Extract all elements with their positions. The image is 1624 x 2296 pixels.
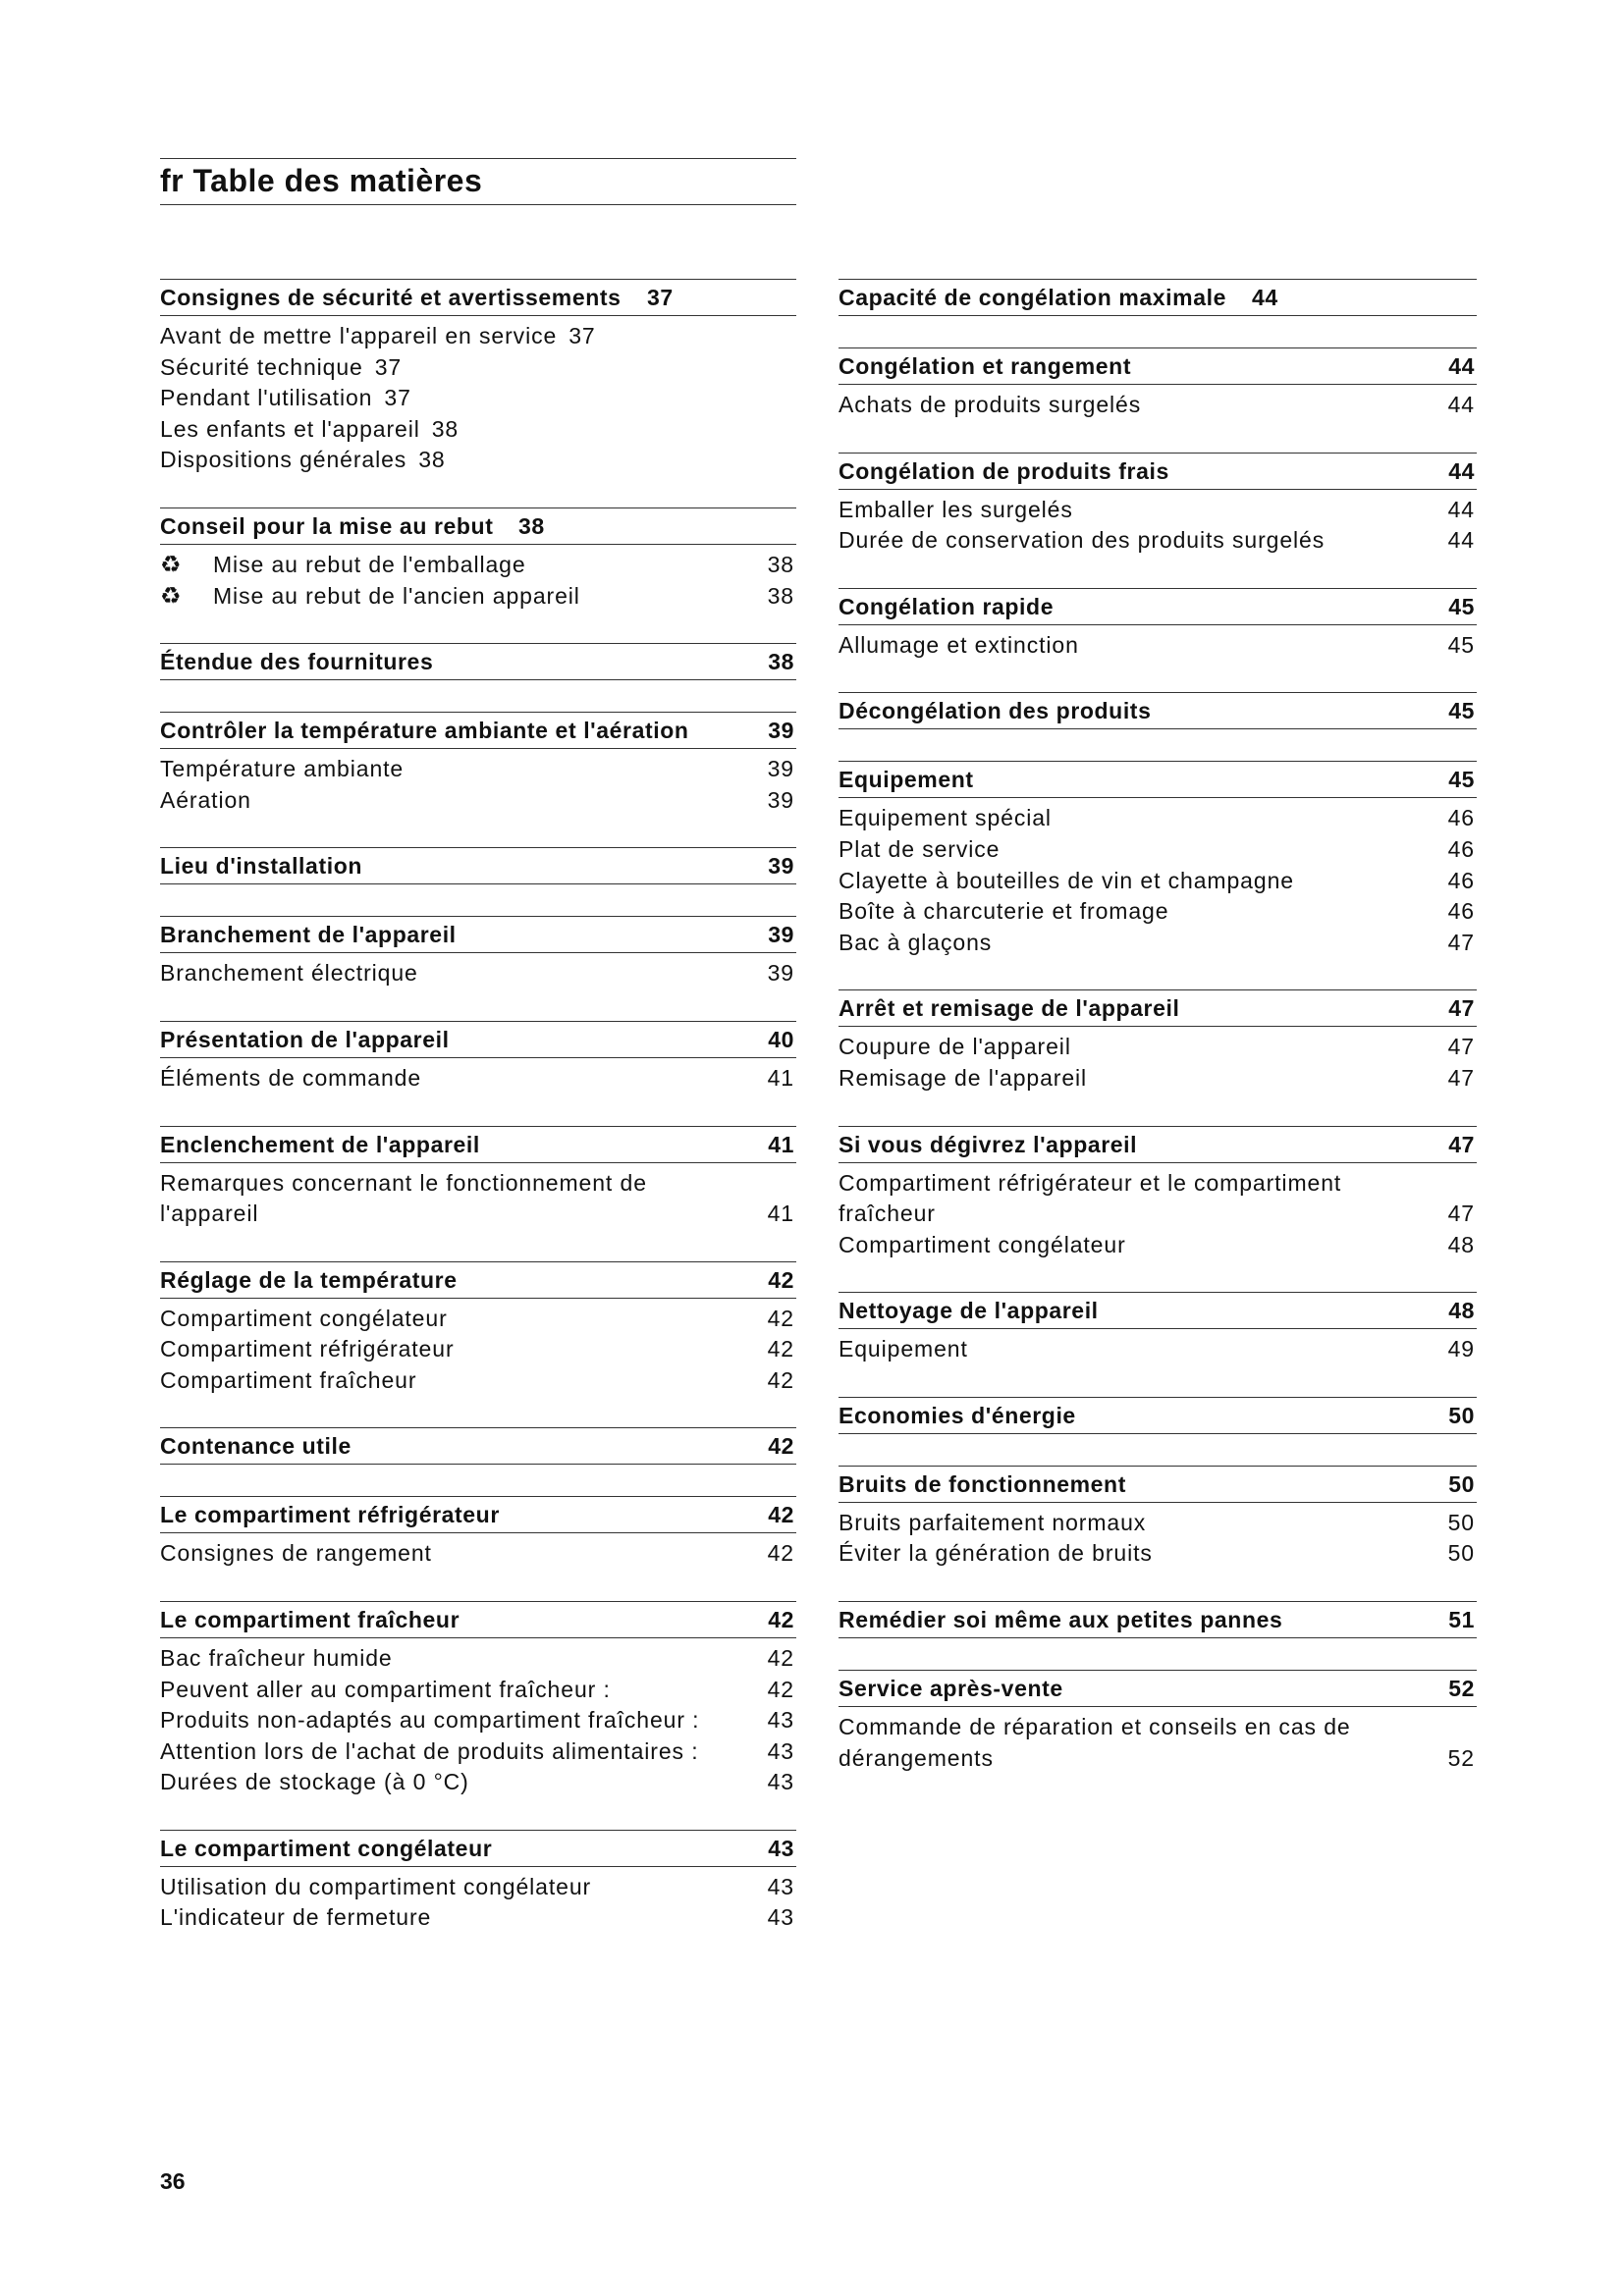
toc-item[interactable] (839, 390, 1477, 421)
toc-item-page: 37 (384, 385, 411, 411)
toc-item-text: Pendant l'utilisation 37 (160, 385, 411, 411)
toc-item[interactable] (160, 785, 796, 817)
toc-section-page: 42 (768, 1502, 794, 1528)
toc-section-heading[interactable] (839, 588, 1477, 625)
toc-item-page: 46 (1447, 867, 1475, 893)
toc-item[interactable] (160, 958, 796, 989)
toc-item-page: 37 (374, 353, 403, 380)
toc-section-page: 41 (768, 1131, 794, 1157)
toc-item-text: Equipement (839, 1336, 968, 1362)
toc-item-list (160, 1299, 796, 1397)
recycle-icon: ♻ (160, 551, 183, 578)
toc-item[interactable] (160, 445, 796, 476)
toc-item[interactable] (160, 352, 796, 384)
toc-item[interactable] (839, 1334, 1477, 1365)
toc-section-heading[interactable] (839, 1466, 1477, 1503)
toc-section (160, 1261, 796, 1397)
toc-section-heading[interactable] (160, 1496, 796, 1533)
toc-section-title: Lieu d'installation (160, 853, 362, 880)
toc-item-list (839, 1707, 1477, 1774)
toc-item-text: Peuvent aller au compartiment fraîcheur : (160, 1676, 611, 1702)
toc-item-list (160, 1638, 796, 1798)
toc-section (160, 916, 796, 989)
toc-item-list (839, 798, 1477, 958)
toc-item[interactable] (839, 495, 1477, 526)
toc-item[interactable] (839, 1508, 1477, 1539)
toc-item-text: Éviter la génération de bruits (839, 1540, 1153, 1567)
toc-item-page: 42 (767, 1366, 794, 1393)
toc-section-heading[interactable] (839, 1292, 1477, 1329)
toc-item-list (839, 625, 1477, 662)
toc-section-heading[interactable] (839, 1126, 1477, 1163)
toc-section-heading[interactable] (160, 916, 796, 953)
toc-section-heading[interactable] (160, 712, 796, 749)
toc-item-text: Bac à glaçons (839, 929, 993, 955)
toc-item-text: Plat de service (839, 835, 1001, 862)
toc-item[interactable] (160, 1902, 796, 1934)
toc-item-list (160, 749, 796, 816)
toc-section-title: Le compartiment congélateur (160, 1835, 493, 1861)
toc-item-page: 47 (1447, 1201, 1475, 1227)
toc-item-list (839, 385, 1477, 421)
toc-section-title: Contenance utile (160, 1433, 352, 1460)
toc-item-page: 47 (1447, 929, 1475, 955)
toc-section-page: 47 (1448, 1131, 1475, 1157)
toc-item-page: 50 (1447, 1540, 1475, 1567)
toc-item-text: Compartiment réfrigérateur (160, 1336, 455, 1362)
toc-item-page: 38 (767, 582, 794, 609)
toc-item-text: Les enfants et l'appareil 38 (160, 415, 460, 442)
toc-item-page: 48 (1447, 1231, 1475, 1257)
toc-section (839, 1466, 1477, 1570)
toc-section-heading[interactable] (839, 1601, 1477, 1638)
toc-item-text: Coupure de l'appareil (839, 1034, 1071, 1060)
toc-section-heading[interactable] (839, 453, 1477, 490)
toc-item-text: Emballer les surgelés (839, 496, 1073, 522)
toc-item[interactable] (839, 928, 1477, 959)
toc-section (160, 279, 796, 476)
toc-item-page: 44 (1447, 392, 1475, 417)
toc-left-column (160, 279, 796, 1965)
toc-item-text: Achats de produits surgelés (839, 392, 1142, 417)
toc-section (839, 453, 1477, 557)
toc-section-title: Nettoyage de l'appareil (839, 1298, 1099, 1324)
toc-item-list (160, 1867, 796, 1934)
toc-section-title: Le compartiment réfrigérateur (160, 1502, 500, 1528)
page-number: 36 (160, 2168, 186, 2194)
toc-item-text: Mise au rebut de l'emballage (213, 551, 526, 577)
toc-item[interactable] (160, 1643, 796, 1675)
toc-item[interactable] (160, 1767, 796, 1798)
toc-section-heading[interactable] (839, 347, 1477, 385)
toc-item-text: Utilisation du compartiment congélateur (160, 1873, 592, 1899)
toc-item[interactable] (839, 1032, 1477, 1063)
toc-section-title: Conseil pour la mise au rebut (160, 512, 494, 539)
toc-item[interactable] (839, 525, 1477, 557)
toc-item-text: Produits non-adaptés au compartiment fraîcheur : (160, 1707, 700, 1734)
toc-item[interactable] (839, 1712, 1477, 1774)
toc-item[interactable] (160, 414, 796, 446)
toc-item[interactable] (839, 834, 1477, 866)
toc-section-page: 39 (768, 922, 794, 948)
toc-section-page: 39 (768, 853, 794, 880)
toc-section-page: 44 (1448, 353, 1475, 379)
toc-item-text: Compartiment congélateur (839, 1231, 1126, 1257)
toc-item-page: 44 (1447, 527, 1475, 554)
toc-section-page: 45 (1448, 698, 1475, 724)
toc-section-title: Congélation et rangement (839, 353, 1132, 379)
toc-item-text: L'indicateur de fermeture (160, 1904, 432, 1931)
toc-item-text: Consignes de rangement (160, 1540, 432, 1567)
toc-section-heading[interactable] (160, 279, 796, 316)
toc-section-title: Bruits de fonctionnement (839, 1470, 1126, 1497)
toc-item-list (160, 1163, 796, 1230)
toc-section-page: 39 (768, 718, 794, 744)
toc-section-page: 42 (768, 1606, 794, 1632)
toc-right-column (839, 279, 1477, 1805)
toc-item-page: 39 (767, 786, 794, 813)
toc-item-page: 44 (1447, 496, 1475, 522)
toc-item-page: 46 (1447, 805, 1475, 831)
toc-section-page: 43 (768, 1835, 794, 1861)
toc-section-page: 42 (768, 1433, 794, 1460)
toc-item-page: 50 (1447, 1509, 1475, 1535)
toc-item-page: 38 (431, 415, 460, 442)
toc-section-title: Le compartiment fraîcheur (160, 1606, 460, 1632)
toc-section (839, 588, 1477, 662)
toc-section (160, 1126, 796, 1230)
toc-item-text: Avant de mettre l'appareil en service 37 (160, 323, 596, 348)
toc-section-page: 40 (768, 1026, 794, 1052)
toc-section-title: Étendue des fournitures (160, 649, 434, 675)
toc-section-title: Capacité de congélation maximale (839, 285, 1226, 310)
toc-item-list (839, 1503, 1477, 1570)
toc-section (839, 1292, 1477, 1365)
toc-section-heading[interactable] (839, 989, 1477, 1027)
toc-section-page: 45 (1448, 767, 1475, 793)
toc-item[interactable] (839, 1538, 1477, 1570)
toc-item-text: Boîte à charcuterie et fromage (839, 898, 1169, 925)
toc-item-text: Compartiment réfrigérateur et le compartiment fraîcheur (839, 1169, 1342, 1227)
toc-item-text: Bac fraîcheur humide (160, 1644, 393, 1671)
toc-item[interactable] (160, 1063, 796, 1095)
toc-item-list (160, 1533, 796, 1570)
toc-item-list (160, 1058, 796, 1095)
toc-item-page: 47 (1447, 1034, 1475, 1060)
toc-section-page: 37 (647, 285, 674, 310)
toc-section (160, 643, 796, 680)
toc-section-heading[interactable] (839, 761, 1477, 798)
toc-section-page: 45 (1448, 593, 1475, 619)
toc-section (839, 347, 1477, 421)
toc-section-title: Arrêt et remisage de l'appareil (839, 995, 1180, 1022)
toc-item-text: Commande de réparation et conseils en cas de dérangements (839, 1713, 1351, 1771)
toc-section-heading[interactable] (160, 1427, 796, 1465)
toc-section-heading[interactable] (839, 1397, 1477, 1434)
toc-section-heading[interactable] (160, 847, 796, 884)
toc-item-page: 42 (767, 1336, 794, 1362)
toc-section (160, 1021, 796, 1095)
toc-item-page: 42 (767, 1644, 794, 1671)
page-header (160, 158, 796, 205)
toc-section-page: 51 (1448, 1606, 1475, 1632)
toc-section-page: 38 (768, 649, 794, 675)
toc-item[interactable] (839, 896, 1477, 928)
toc-section-page: 52 (1448, 1675, 1475, 1701)
toc-section (839, 989, 1477, 1094)
toc-section (160, 1427, 796, 1465)
toc-item[interactable] (160, 1304, 796, 1335)
toc-item-page: 39 (767, 960, 794, 987)
toc-section-title: Réglage de la température (160, 1266, 458, 1293)
toc-section (160, 1496, 796, 1570)
toc-item-text: Compartiment fraîcheur (160, 1366, 417, 1393)
toc-item[interactable] (160, 1538, 796, 1570)
toc-section-heading[interactable] (839, 279, 1477, 316)
toc-section-title: Décongélation des produits (839, 698, 1152, 724)
toc-section-heading[interactable] (160, 1601, 796, 1638)
toc-item[interactable] (160, 1168, 796, 1230)
toc-item-text: Allumage et extinction (839, 631, 1079, 658)
toc-item-text: Durées de stockage (à 0 °C) (160, 1769, 469, 1795)
toc-item-list (160, 545, 796, 612)
toc-section-title: Economies d'énergie (839, 1402, 1076, 1428)
toc-item[interactable] (160, 581, 796, 613)
toc-item-page: 43 (767, 1707, 794, 1734)
toc-item-text: Remisage de l'appareil (839, 1064, 1088, 1091)
toc-section (160, 1601, 796, 1798)
toc-section-title: Congélation de produits frais (839, 457, 1169, 484)
toc-item-text: Remarques concernant le fonctionnement de l'appareil (160, 1169, 647, 1227)
toc-section-title: Service après-vente (839, 1675, 1063, 1701)
toc-item[interactable] (160, 321, 796, 352)
toc-item-list (160, 953, 796, 989)
toc-item[interactable] (839, 1063, 1477, 1095)
toc-item-page: 49 (1447, 1336, 1475, 1362)
toc-section-title: Présentation de l'appareil (160, 1026, 450, 1052)
toc-section-heading[interactable] (160, 1021, 796, 1058)
toc-section (839, 692, 1477, 729)
toc-item-text: Clayette à bouteilles de vin et champagne (839, 867, 1294, 893)
toc-item-text: Température ambiante (160, 756, 405, 782)
toc-item-text: Sécurité technique 37 (160, 353, 403, 380)
toc-item-text: Mise au rebut de l'ancien appareil (213, 582, 580, 609)
toc-item[interactable] (160, 550, 796, 581)
toc-item-text: Éléments de commande (160, 1064, 422, 1091)
toc-item-list (839, 1329, 1477, 1365)
toc-item-page: 42 (767, 1305, 794, 1331)
toc-item-list (839, 490, 1477, 557)
toc-section (160, 847, 796, 884)
toc-section-title: Equipement (839, 767, 974, 793)
toc-item-text: Attention lors de l'achat de produits alimentaires : (160, 1737, 699, 1764)
toc-section-page: 44 (1448, 457, 1475, 484)
toc-item-page: 43 (767, 1873, 794, 1899)
toc-section (160, 507, 796, 612)
toc-section-heading[interactable] (160, 1126, 796, 1163)
toc-item[interactable] (160, 1675, 796, 1706)
toc-item-page: 39 (767, 756, 794, 782)
toc-section (839, 1670, 1477, 1774)
toc-section-title: Remédier soi même aux petites pannes (839, 1606, 1283, 1632)
toc-item-page: 43 (767, 1769, 794, 1795)
toc-section-page: 50 (1448, 1402, 1475, 1428)
toc-section-title: Contrôler la température ambiante et l'aération (160, 718, 689, 744)
toc-section (839, 279, 1477, 316)
toc-item-text: Durée de conservation des produits surgelés (839, 527, 1326, 554)
toc-section-heading[interactable] (160, 643, 796, 680)
toc-item-page: 38 (418, 447, 446, 473)
toc-section-title: Congélation rapide (839, 593, 1055, 619)
toc-section-title: Enclenchement de l'appareil (160, 1131, 480, 1157)
toc-section-page: 44 (1252, 285, 1278, 310)
toc-section-title: Consignes de sécurité et avertissements (160, 285, 622, 310)
toc-item-page: 42 (767, 1540, 794, 1567)
toc-item-page: 38 (767, 551, 794, 577)
toc-section (839, 1126, 1477, 1261)
toc-section-heading[interactable] (160, 507, 796, 545)
toc-item-page: 43 (767, 1904, 794, 1931)
toc-item[interactable] (160, 1736, 796, 1768)
toc-section-title: Branchement de l'appareil (160, 922, 457, 948)
toc-item-page: 43 (767, 1737, 794, 1764)
toc-item[interactable] (160, 1334, 796, 1365)
recycle-icon: ♻ (160, 582, 183, 610)
toc-item-text: Branchement électrique (160, 960, 418, 987)
toc-item-page: 42 (767, 1676, 794, 1702)
toc-item-page: 52 (1447, 1744, 1475, 1771)
toc-item-text: Dispositions générales 38 (160, 447, 446, 473)
toc-item-list (839, 1163, 1477, 1261)
toc-section-heading[interactable] (839, 1670, 1477, 1707)
toc-section-page: 38 (518, 512, 545, 539)
toc-section-page: 50 (1448, 1470, 1475, 1497)
toc-section-page: 47 (1448, 995, 1475, 1022)
toc-item[interactable] (839, 630, 1477, 662)
toc-item[interactable] (839, 1168, 1477, 1230)
toc-item-text: Equipement spécial (839, 805, 1052, 831)
toc-section-title: Si vous dégivrez l'appareil (839, 1131, 1138, 1157)
toc-item[interactable] (839, 866, 1477, 897)
toc-item-page: 45 (1447, 631, 1475, 658)
toc-item-text: Compartiment congélateur (160, 1305, 448, 1331)
toc-item-text: Bruits parfaitement normaux (839, 1509, 1147, 1535)
toc-section (839, 761, 1477, 958)
toc-item[interactable] (160, 1365, 796, 1397)
toc-section-page: 42 (768, 1266, 794, 1293)
toc-section-heading[interactable] (160, 1261, 796, 1299)
toc-item-page: 37 (568, 323, 596, 348)
toc-item-page: 41 (767, 1064, 794, 1091)
toc-section (839, 1397, 1477, 1434)
toc-section-page: 48 (1448, 1298, 1475, 1324)
toc-item[interactable] (839, 803, 1477, 834)
toc-item[interactable] (160, 383, 796, 414)
toc-section-heading[interactable] (839, 692, 1477, 729)
toc-item-page: 46 (1447, 835, 1475, 862)
toc-item-page: 41 (767, 1201, 794, 1227)
toc-item[interactable] (839, 1230, 1477, 1261)
toc-item-list (160, 316, 796, 476)
toc-item-page: 46 (1447, 898, 1475, 925)
toc-item-list (839, 1027, 1477, 1094)
toc-item[interactable] (160, 754, 796, 785)
toc-section (839, 1601, 1477, 1638)
toc-section (160, 712, 796, 816)
toc-item[interactable] (160, 1705, 796, 1736)
toc-item[interactable] (160, 1872, 796, 1903)
toc-section (160, 1830, 796, 1934)
toc-item-page: 47 (1447, 1064, 1475, 1091)
page-title: fr Table des matières (160, 163, 483, 198)
toc-item-text: Aération (160, 786, 251, 813)
toc-section-heading[interactable] (160, 1830, 796, 1867)
